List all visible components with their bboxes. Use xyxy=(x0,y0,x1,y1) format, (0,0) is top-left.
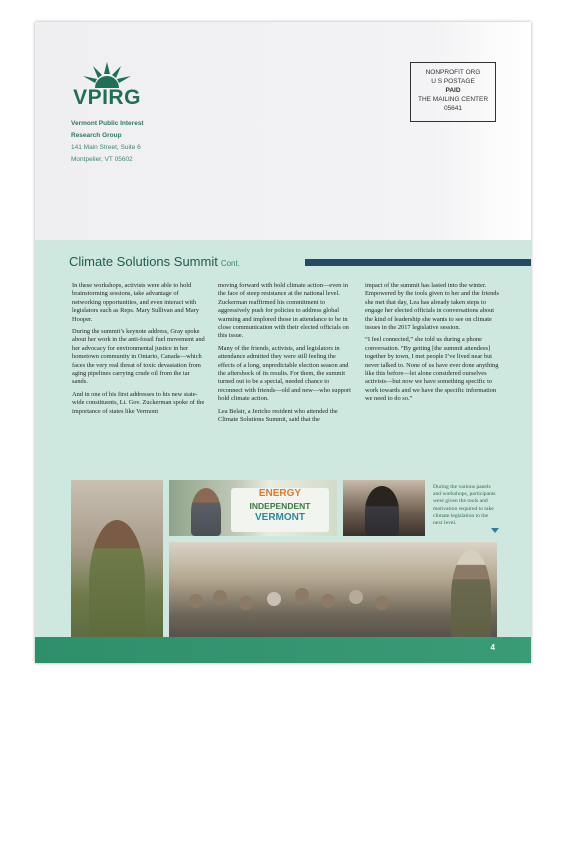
page-footer xyxy=(35,637,531,663)
audience-member xyxy=(295,588,309,602)
org-address xyxy=(71,142,191,166)
text-column-1 xyxy=(72,282,206,420)
vpirg-logo xyxy=(71,62,143,110)
presenter-figure xyxy=(451,550,491,646)
title-rule xyxy=(305,259,531,266)
page-number: 4 xyxy=(490,643,495,652)
logo-text: VPIRG xyxy=(73,86,141,109)
audience-member xyxy=(267,592,281,606)
podium-speaker-figure xyxy=(191,488,221,536)
article-title xyxy=(69,254,240,269)
text-column-3 xyxy=(365,282,499,408)
address-line2: Montpelier, VT 05602 xyxy=(71,156,133,163)
sign-line3: VERMONT xyxy=(255,512,305,523)
postage-line1: NONPROFIT ORG xyxy=(425,69,481,76)
article-section xyxy=(35,240,531,637)
postage-paid: PAID xyxy=(445,87,461,94)
paragraph: impact of the summit has lasted into the winter. Empowered by the tools given to her and the friends she met that day, Lea has already taken steps to engage her elected officials in conversations about the kind of leadership she wants to see on climate issues in the 2017 legislative session. xyxy=(365,282,499,332)
paragraph: During the summit’s keynote address, Gray spoke about her work in the anti-fossil fuel movement and her advocacy for environmental justice in her hometown community in Ontario, Canada—which faces the very real threat of toxic devastation from aging pipelines carrying crude oil from the tar sands. xyxy=(72,328,205,386)
paragraph: And in one of his first addresses to his new state-wide constituents, Lt. Gov. Zuckerman spoke of the importance of states like Vermont xyxy=(72,390,205,415)
paragraph: In these workshops, activists were able to hold brainstorming sessions, take advantage of networking opportunities, and even interact with legislators such as Reps. Mary Sullivan and Mary Hooper. xyxy=(72,282,200,323)
photo-speaker-microphone xyxy=(71,480,163,646)
audience-member xyxy=(213,590,227,604)
mailer-panel xyxy=(35,22,531,240)
org-name-line1: Vermont Public Interest xyxy=(71,120,144,127)
postage-line4: THE MAILING CENTER xyxy=(417,96,489,103)
article-title-text: Climate Solutions Summit xyxy=(69,254,218,269)
photo-podium-speaker xyxy=(169,480,337,536)
photo-audience xyxy=(169,542,497,646)
address-line1: 141 Main Street, Suite 6 xyxy=(71,144,141,151)
postage-indicia xyxy=(410,62,496,122)
postage-line5: 05641 xyxy=(443,105,463,112)
article-header xyxy=(69,254,509,270)
energy-independent-sign xyxy=(231,488,329,532)
audience-member xyxy=(189,594,203,608)
postage-line2: U S POSTAGE xyxy=(431,78,475,85)
audience-member xyxy=(239,596,253,610)
paragraph: moving forward with bold climate action—even in the face of steep resistance at the national level. Zuckerman reaffirmed his commitment to aggressively push for policies to address global warming and implored those in attendance to be in close communication with their elected officials on this issue. xyxy=(218,282,349,340)
caption-arrow-icon xyxy=(491,528,499,533)
photo-woman-speaking xyxy=(343,480,425,536)
paragraph: Lea Belair, a Jericho resident who attended the Climate Solutions Summit, said that the xyxy=(218,407,338,424)
audience-member xyxy=(321,594,335,608)
sign-line2: INDEPENDENT xyxy=(249,501,311,511)
paragraph: “I feel connected,” she told us during a phone conversation. “By getting [the summit attendees] together by town, I met people I’ve lived near but never talked to. None of us have ever done anything like this before—let alone considered ourselves activists—but now we have something specific to work towards and we have the specific information we need to do so.” xyxy=(365,336,499,403)
photo-caption: During the various panels and workshops, participants were given the tools and motivation required to take climate legislation to the next level. xyxy=(433,484,496,527)
sign-line1: ENERGY xyxy=(258,488,302,499)
article-title-suffix: Cont. xyxy=(220,259,240,268)
org-name xyxy=(71,118,191,142)
speaker-figure xyxy=(89,520,145,646)
paragraph: Many of the friends, activists, and legislators in attendance admitted they were still feeling the effects of a long, unpredictable election season and the aftershock of its results. For them, the summit turned out to be a special, needed chance to reconnect with friends—old and new—who support bold climate action. xyxy=(218,344,351,403)
audience-member xyxy=(349,590,363,604)
audience-member xyxy=(375,596,389,610)
woman-speaker-figure xyxy=(365,486,399,536)
text-column-2 xyxy=(218,282,352,429)
org-name-line2: Research Group xyxy=(71,132,122,139)
newsletter-page xyxy=(35,22,531,663)
